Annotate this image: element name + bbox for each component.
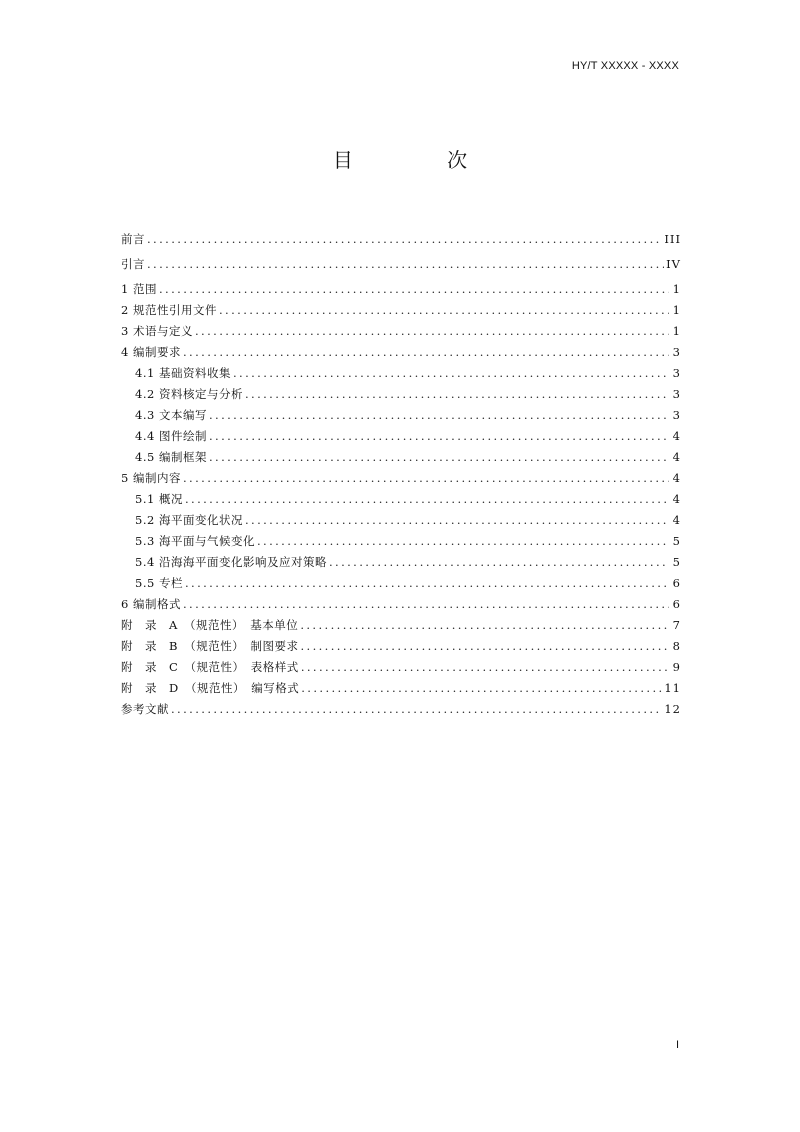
toc-page-number: 7: [672, 617, 681, 632]
toc-leader-dots: [245, 387, 669, 401]
table-of-contents: [121, 228, 681, 719]
toc-entry-label: 2 规范性引用文件: [121, 302, 217, 317]
toc-entry-label: 参考文献: [121, 701, 169, 716]
toc-entry-label: 附 录 A （规范性） 基本单位: [121, 617, 299, 632]
toc-page-number: 3: [672, 386, 681, 401]
toc-entry-label: 4 编制要求: [121, 344, 181, 359]
toc-entry-appendix-c[interactable]: [121, 656, 681, 677]
toc-page-number: 6: [672, 596, 681, 611]
toc-leader-dots: [300, 639, 669, 653]
toc-page-number: IV: [666, 256, 681, 271]
toc-entry-4-1[interactable]: [121, 362, 681, 383]
page-number: I: [675, 1039, 679, 1051]
toc-entry-label: 4.5 编制框架: [135, 449, 207, 464]
toc-entry-compilation-format[interactable]: [121, 593, 681, 614]
toc-leader-dots: [185, 492, 669, 506]
toc-entry-label: 4.1 基础资料收集: [135, 365, 231, 380]
toc-entry-references[interactable]: [121, 698, 681, 719]
toc-entry-5-5[interactable]: [121, 572, 681, 593]
toc-leader-dots: [301, 660, 669, 674]
toc-entry-label: 4.2 资料核定与分析: [135, 386, 243, 401]
toc-entry-label: 6 编制格式: [121, 596, 181, 611]
toc-entry-4-2[interactable]: [121, 383, 681, 404]
toc-entry-appendix-d[interactable]: [121, 677, 681, 698]
toc-entry-label: 5 编制内容: [121, 470, 181, 485]
toc-page-number: 4: [672, 428, 681, 443]
toc-leader-dots: [185, 576, 669, 590]
toc-leader-dots: [147, 257, 664, 271]
toc-page-number: 8: [672, 638, 681, 653]
toc-page-number: 3: [672, 365, 681, 380]
toc-entry-label: 附 录 C （规范性） 表格样式: [121, 659, 299, 674]
toc-entry-terms-definitions[interactable]: [121, 320, 681, 341]
toc-page-number: 12: [664, 701, 681, 716]
toc-page-number: 5: [672, 533, 681, 548]
toc-entry-foreword[interactable]: [121, 228, 681, 249]
toc-entry-label: 5.3 海平面与气候变化: [135, 533, 255, 548]
toc-leader-dots: [329, 555, 669, 569]
toc-leader-dots: [209, 408, 669, 422]
toc-page-number: 4: [672, 449, 681, 464]
toc-entry-compilation-requirements[interactable]: [121, 341, 681, 362]
toc-page-number: 1: [672, 302, 681, 317]
toc-entry-label: 前言: [121, 231, 145, 246]
toc-entry-label: 3 术语与定义: [121, 323, 193, 338]
toc-page-number: 1: [672, 323, 681, 338]
toc-entry-label: 5.2 海平面变化状况: [135, 512, 243, 527]
toc-leader-dots: [245, 513, 669, 527]
page-title: 目 次: [332, 148, 512, 172]
toc-entry-5-1[interactable]: [121, 488, 681, 509]
toc-entry-label: 1 范围: [121, 281, 157, 296]
toc-entry-label: 5.4 沿海海平面变化影响及应对策略: [135, 554, 327, 569]
toc-page-number: 5: [672, 554, 681, 569]
toc-entry-5-2[interactable]: [121, 509, 681, 530]
toc-entry-label: 附 录 D （规范性） 编写格式: [121, 680, 300, 695]
toc-entry-label: 附 录 B （规范性） 制图要求: [121, 638, 299, 653]
toc-entry-label: 4.3 文本编写: [135, 407, 207, 422]
toc-entry-appendix-b[interactable]: [121, 635, 681, 656]
toc-entry-4-3[interactable]: [121, 404, 681, 425]
toc-page-number: 4: [672, 512, 681, 527]
toc-leader-dots: [209, 429, 669, 443]
toc-leader-dots: [183, 597, 669, 611]
toc-page-number: 4: [672, 491, 681, 506]
toc-entry-5-4[interactable]: [121, 551, 681, 572]
toc-leader-dots: [209, 450, 669, 464]
toc-entry-label: 引言: [121, 256, 145, 271]
toc-entry-4-4[interactable]: [121, 425, 681, 446]
toc-entry-compilation-content[interactable]: [121, 467, 681, 488]
toc-page-number: 4: [672, 470, 681, 485]
standard-code: HY/T XXXXX - XXXX: [571, 60, 679, 72]
toc-leader-dots: [159, 282, 669, 296]
toc-page-number: 1: [672, 281, 681, 296]
toc-leader-dots: [300, 618, 669, 632]
toc-entry-5-3[interactable]: [121, 530, 681, 551]
toc-page-number: 3: [672, 344, 681, 359]
toc-leader-dots: [195, 324, 669, 338]
toc-entry-scope[interactable]: [121, 278, 681, 299]
toc-leader-dots: [147, 232, 662, 246]
toc-entry-label: 4.4 图件绘制: [135, 428, 207, 443]
toc-entry-label: 5.1 概况: [135, 491, 183, 506]
toc-leader-dots: [257, 534, 669, 548]
toc-page-number: 11: [664, 680, 681, 695]
toc-entry-introduction[interactable]: [121, 253, 681, 274]
toc-leader-dots: [183, 345, 669, 359]
toc-page-number: 9: [672, 659, 681, 674]
toc-leader-dots: [301, 681, 662, 695]
toc-leader-dots: [171, 702, 662, 716]
toc-leader-dots: [219, 303, 669, 317]
toc-entry-4-5[interactable]: [121, 446, 681, 467]
toc-entry-label: 5.5 专栏: [135, 575, 183, 590]
toc-leader-dots: [183, 471, 669, 485]
toc-page-number: III: [664, 231, 681, 246]
toc-entry-normative-references[interactable]: [121, 299, 681, 320]
toc-entry-appendix-a[interactable]: [121, 614, 681, 635]
toc-page-number: 3: [672, 407, 681, 422]
toc-page-number: 6: [672, 575, 681, 590]
toc-leader-dots: [233, 366, 669, 380]
